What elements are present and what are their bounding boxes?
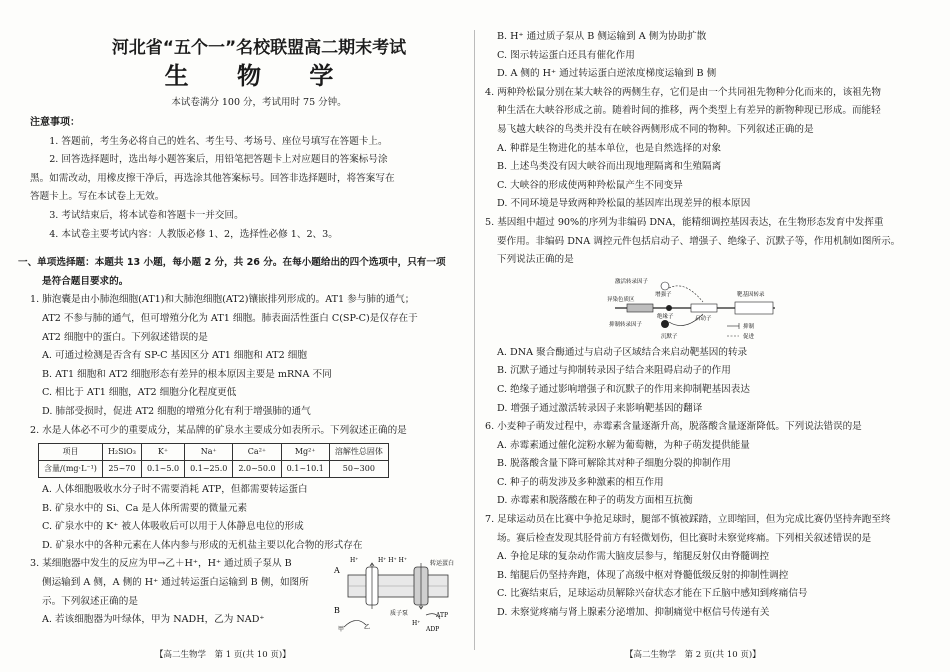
adp-label: ADP: [426, 626, 440, 634]
silencer-label: 沉默子: [661, 333, 678, 340]
right-column: [485, 28, 925, 623]
column-divider: [474, 30, 475, 650]
q5-stem-1: 5. 基因组中超过 90%的序列为非编码 DNA，能精细调控基因表达，在生物形态发育中发挥重: [485, 216, 884, 228]
q4-option-a: A. 种群是生物进化的基本单位，也是自然选择的对象: [497, 142, 722, 154]
q3-option-c: C. 图示转运蛋白还具有催化作用: [497, 49, 635, 61]
q4-option-d: D. 不同环境是导致两种羚松鼠的基因库出现差异的根本原因: [497, 198, 751, 210]
atp-label: ATP: [436, 612, 449, 620]
q2-stem: 2. 水是人体必不可少的重要成分，某品牌的矿泉水主要成分如表所示。下列叙述正确的是: [30, 424, 407, 436]
q6-stem: 6. 小麦种子萌发过程中，赤霉素含量逐渐升高，脱落酸含量逐渐降低。下列说法错误的是: [485, 421, 862, 433]
table-cell: 25~70: [102, 461, 141, 478]
q5-option-a: A. DNA 聚合酶通过与启动子区域结合来启动靶基因的转录: [497, 346, 748, 358]
table-cell: 0.1~5.0: [141, 461, 184, 478]
jia-label: 甲: [338, 626, 345, 634]
footer-page-2: 【高二生物学 第 2 页(共 10 页)】: [625, 650, 761, 660]
q7-stem-2: 场。赛后检查发现其胫骨前方有轻微划伤，但比赛时未察觉疼痛。下列相关叙述错误的是: [497, 532, 872, 544]
table-cell: 50~300: [329, 461, 388, 478]
note-2-line1: 2. 回答选择题时，选出每小题答案后，用铅笔把答题卡上对应题目的答案标号涂: [49, 154, 388, 166]
subject-title: 生 物 学: [164, 62, 354, 90]
reaction-arrow: [344, 621, 366, 628]
q1-stem-1: 1. 肺泡囊是由小肺泡细胞(AT1)和大肺泡细胞(AT2)镶嵌排列形成的。AT1 参与肺的通气；: [30, 294, 415, 306]
q2-option-c: C. 矿泉水中的 K⁺ 被人体吸收后可以用于人体静息电位的形成: [42, 521, 304, 533]
q1-option-d: D. 肺部受损时，促进 AT2 细胞的增殖分化有利于增强肺的通气: [42, 405, 311, 417]
q5-option-d: D. 增强子通过激活转录因子来影响靶基因的翻译: [497, 402, 703, 414]
left-column: [18, 36, 462, 634]
q1-option-b: B. AT1 细胞和 AT2 细胞形态有差异的根本原因主要是 mRNA 不同: [42, 368, 332, 380]
q7-option-a: A. 争抢足球的复杂动作需大脑皮层参与，缩腿反射仅由脊髓调控: [497, 551, 770, 563]
target-gene-box: [735, 302, 773, 314]
q4-stem-3: 易飞越大峡谷的鸟类并没有在峡谷两侧形成不同的物种。下列叙述正确的是: [497, 123, 814, 135]
q1-option-a: A. 可通过检测是否含有 SP-C 基因区分 AT1 细胞和 AT2 细胞: [42, 350, 307, 362]
q7-option-c: C. 比赛结束后，足球运动员解除兴奋状态才能在下丘脑中感知到疼痛信号: [497, 588, 808, 600]
yi-label: 乙: [364, 624, 371, 632]
q6-option-b: B. 脱落酸含量下降可解除其对种子细胞分裂的抑制作用: [497, 458, 731, 470]
table-header: H₂SiO₃: [102, 444, 141, 461]
side-a-label: A: [334, 566, 340, 576]
q5-stem-2: 要作用。非编码 DNA 调控元件包括启动子、增强子、绝缘子、沉默子等，作用机制如图所示。: [497, 235, 901, 247]
section1-line1: 一、单项选择题：本题共 13 小题，每小题 2 分，共 26 分。在每小题给出的四个选项中，只有一项: [18, 257, 446, 269]
exam-info: 本试卷满分 100 分，考试用时 75 分钟。: [171, 97, 347, 108]
notes-heading: 注意事项：: [30, 117, 80, 128]
table-header: Mg²⁺: [281, 444, 329, 461]
q6-option-d: D. 赤霉素和脱落酸在种子的萌发方面相互抗衡: [497, 495, 693, 507]
note-4: 4. 本试卷主要考试内容：人教版必修 1、2，选择性必修 1、2、3。: [49, 228, 338, 240]
table-header: K⁺: [141, 444, 184, 461]
heterochromatin-label: 异染色质区: [607, 296, 635, 303]
note-1: 1. 答题前，考生务必将自己的姓名、考生号、考场号、座位号填写在答题卡上。: [49, 135, 388, 147]
q7-option-d: D. 未察觉疼痛与肾上腺素分泌增加、抑制痛觉中枢信号传递有关: [497, 607, 770, 619]
promoter-label: 启动子: [695, 315, 712, 322]
table-cell: 0.1~10.1: [281, 461, 329, 478]
hplus-row: H⁺ H⁺ H⁺: [378, 557, 408, 565]
q5-option-c: C. 绝缘子通过影响增强子和沉默子的作用来抑制靶基因表达: [497, 383, 750, 395]
side-b-label: B: [334, 606, 340, 616]
q6-option-c: C. 种子的萌发涉及多种激素的相互作用: [497, 476, 664, 488]
note-2-line3: 答题卡上。写在本试卷上无效。: [30, 191, 165, 203]
q3-option-d: D. A 侧的 H⁺ 通过转运蛋白逆浓度梯度运输到 B 侧: [497, 68, 717, 80]
inhibit-label: 抑制: [743, 323, 755, 330]
note-2-line2: 黑。如需改动，用橡皮擦干净后，再选涂其他答案标号。回答非选择题时，将答案写在: [30, 172, 395, 184]
q2-table: [38, 443, 389, 478]
q6-option-a: A. 赤霉素通过催化淀粉水解为葡萄糖，为种子萌发提供能量: [497, 439, 750, 451]
enhancer-label: 增强子: [655, 291, 672, 298]
table-row: [39, 461, 389, 478]
table-header: Na⁺: [185, 444, 233, 461]
repressor-label: 抑制转录因子: [609, 321, 643, 328]
activator-shape: [661, 282, 669, 290]
hplus-left: H⁺: [350, 557, 359, 565]
q3-option-a: A. 若该细胞器为叶绿体，甲为 NADH，乙为 NAD⁺: [42, 614, 265, 626]
heterochromatin-box: [627, 304, 653, 312]
table-header: 项目: [39, 444, 103, 461]
target-label: 靶基因转录: [737, 291, 765, 298]
hplus-bottom: H⁺: [412, 620, 421, 628]
q4-option-c: C. 大峡谷的形成使两种羚松鼠产生不同变异: [497, 179, 683, 191]
promoter-box: [691, 304, 717, 312]
insulator-label: 绝缘子: [657, 313, 674, 320]
q5-option-b: B. 沉默子通过与抑制转录因子结合来阻碍启动子的作用: [497, 365, 731, 377]
exam-title: 河北省“五个一”名校联盟高二期末考试: [111, 38, 407, 58]
q5-regulation-figure: [605, 274, 785, 342]
q1-option-c: C. 相比于 AT1 细胞，AT2 细胞分化程度更低: [42, 387, 237, 399]
table-header: Ca²⁺: [233, 444, 281, 461]
q3-block: [30, 555, 462, 634]
transporter-label: 转运蛋白: [430, 560, 455, 568]
insulator-shape: [666, 305, 672, 311]
section1-line2: 是符合题目要求的。: [42, 275, 129, 287]
promote-label: 促进: [743, 333, 755, 340]
q3-stem-1: 3. 某细胞器中发生的反应为甲→乙＋H⁺，H⁺ 通过质子泵从 B: [30, 558, 292, 570]
q7-stem-1: 7. 足球运动员在比赛中争抢足球时，腿部不慎被踩踏，立即缩回，但为完成比赛仍坚持奔跑至终: [485, 514, 891, 526]
q1-stem-3: AT2 细胞中的蛋白。下列叙述错误的是: [42, 331, 208, 343]
table-row-label: 含量/(mg·L⁻¹): [39, 461, 103, 478]
footer-page-1: 【高二生物学 第 1 页(共 10 页)】: [155, 650, 291, 660]
q2-option-a: A. 人体细胞吸收水分子时不需要消耗 ATP，但都需要转运蛋白: [42, 484, 308, 496]
q7-option-b: B. 缩腿后仍坚持奔跑，体现了高级中枢对脊髓低级反射的抑制性调控: [497, 569, 789, 581]
repressor-shape: [661, 320, 669, 328]
pump-label: 质子泵: [390, 610, 409, 618]
q4-stem-1: 4. 两种羚松鼠分别在某大峡谷的两侧生存，它们是由一个共同祖先物种分化而来的，该祖先物: [485, 86, 881, 98]
q5-stem-3: 下列说法正确的是: [497, 254, 574, 266]
q1-stem-2: AT2 不参与肺的通气，但可增殖分化为 AT1 细胞。肺表面活性蛋白 C(SP-C)是仅存在于: [42, 312, 418, 324]
q3-stem-2: 侧运输到 A 侧，A 侧的 H⁺ 通过转运蛋白运输到 B 侧，如图所: [42, 577, 309, 589]
q4-stem-2: 种生活在大峡谷形成之前。随着时间的推移，两个类型上有差异的新物种现已形成。而能轻: [497, 105, 881, 117]
q3-stem-3: 示。下列叙述正确的是: [42, 595, 138, 607]
note-3: 3. 考试结束后，将本试卷和答题卡一并交回。: [49, 209, 244, 221]
table-header-row: [39, 444, 389, 461]
table-header: 溶解性总固体: [329, 444, 388, 461]
table-cell: 0.1~25.0: [185, 461, 233, 478]
q2-option-d: D. 矿泉水中的各种元素在人体内参与形成的无机盐主要以化合物的形式存在: [42, 539, 363, 551]
activator-label: 激活转录因子: [615, 278, 649, 285]
q3-option-b: B. H⁺ 通过质子泵从 B 侧运输到 A 侧为协助扩散: [497, 31, 707, 42]
q4-option-b: B. 上述鸟类没有因大峡谷而出现地理隔离和生殖隔离: [497, 161, 722, 173]
table-cell: 2.0~50.0: [233, 461, 281, 478]
q2-option-b: B. 矿泉水中的 Si、Ca 是人体所需要的微量元素: [42, 502, 248, 514]
q3-membrane-figure: [330, 553, 470, 633]
